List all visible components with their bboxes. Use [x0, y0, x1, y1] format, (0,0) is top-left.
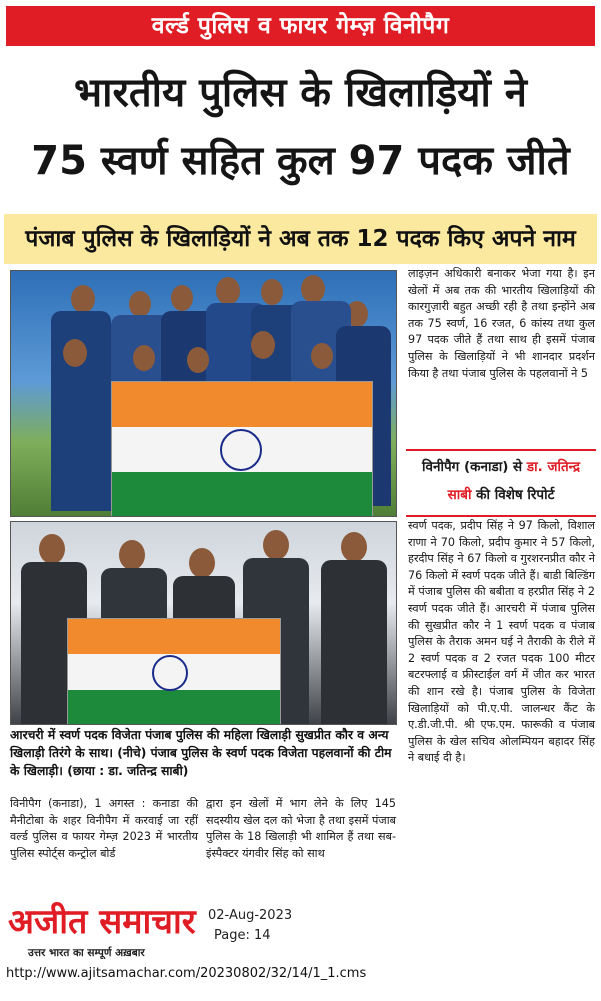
archery-team-photo: [10, 270, 397, 517]
indian-flag: [67, 618, 281, 725]
reporter-surname: साबी: [447, 487, 472, 503]
headline-line-1: भारतीय पुलिस के खिलाड़ियों ने: [74, 70, 527, 116]
newspaper-tagline: उत्तर भारत का सम्पूर्ण अख़बार: [28, 947, 145, 959]
source-url[interactable]: http://www.ajitsamachar.com/20230802/32/14/1_1.cms: [6, 966, 367, 981]
indian-flag: [111, 381, 373, 517]
newspaper-logo: अजीत समाचार: [8, 902, 196, 942]
ashoka-chakra-icon: [220, 429, 262, 471]
section-banner: वर्ल्ड पुलिस व फायर गेम्ज़ विनीपैग: [6, 6, 595, 46]
special-report-line-2: [406, 482, 596, 508]
article-column-3-bottom: स्वर्ण पदक, प्रदीप सिंह ने 97 किलो, विशाल राणा ने 70 किलो, प्रदीप कुमार ने 57 किलो, हरदीप सिंह ने 67 किलो व गुरशरनप्रीत कौर ने 76 किलो में स्वर्ण पदक जीते हैं। बाडी बिल्डिंग में पंजाब पुलिस की बबीता व हरप्रीत सिंह ने 2 स्वर्ण पदक जीते हैं। आरचरी में पंजाब पुलिस की सुखप्रीत कौर ने 1 स्वर्ण पदक व पंजाब पुलिस के तैराक अमन घई ने तैराकी के रीले में 2 स्वर्ण पदक व 2 रजत पदक 100 मीटर बटरफ्लाई व फ्रीस्टाईल वर्ग में जीत कर भारत की शान रखे है। पंजाब पुलिस के विजेता खिलाड़ियों को पी.ए.पी. जालन्धर कैंट के ए.डी.जी.पी. श्री एफ.एम. फारूकी व पंजाब पुलिस के खेल सचिव ओलम्पियन बहादर सिंह ने बधाई दी है।: [408, 519, 595, 765]
publication-date: 02-Aug-2023: [208, 908, 293, 923]
article-column-3-top: लाइज़न अधिकारी बनाकर भेजा गया है। इन खेलों में अब तक की भारतीय खिलाड़ियों की कारगुज़ारी बहुत अच्छी रही है तथा इन्होंने अब तक 75 स्वर्ण, 16 रजत, 6 कांस्य तथा कुल 97 पदक जीते हैं तथा साथ ही इसमें पंजाब पुलिस के खिलाड़ियों ने भी शानदार प्रदर्शन किया है तथा पंजाब पुलिस के पहलवानों ने 5: [408, 267, 595, 380]
special-report-line-1: [406, 454, 596, 480]
reporter-name: डा. जतिन्द्र: [526, 459, 580, 475]
report-label: की विशेष रिपोर्ट: [471, 487, 555, 503]
headline-line-2: 75 स्वर्ण सहित कुल 97 पदक जीते: [31, 138, 570, 184]
page-number: Page: 14: [214, 928, 271, 943]
report-origin: विनीपैग (कनाडा) से: [421, 459, 527, 475]
subheadline: पंजाब पुलिस के खिलाड़ियों ने अब तक 12 पदक किए अपने नाम: [25, 226, 576, 252]
ashoka-chakra-icon: [152, 655, 188, 691]
wrestlers-team-photo: [10, 521, 397, 725]
photo-caption: आरचरी में स्वर्ण पदक विजेता पंजाब पुलिस की महिला खिलाड़ी सुखप्रीत कौर व अन्य खिलाड़ी तिरंगे के साथ। (नीचे) पंजाब पुलिस के स्वर्ण पदक विजेता पहलवानों की टीम के खिलाड़ी। (छाया : डा. जतिन्द्र साबी): [10, 728, 392, 778]
article-column-2: द्वारा इन खेलों में भाग लेने के लिए 145 सदस्यीय खेल दल को भेजा है तथा इसमें पंजाब पुलिस के 18 खिलाड़ी भी शामिल हैं तथा सब-इंस्पैक्टर यंगवीर सिंह को साथ: [206, 797, 396, 860]
article-column-1: विनीपैग (कनाडा), 1 अगस्त : कनाडा की मैनीटोबा के शहर विनीपैग में करवाई जा रहीं वर्ल्ड पुलिस व फायर गेम्ज़ 2023 में भारतीय पुलिस स्पोर्ट्स कन्ट्रोल बोर्ड: [10, 797, 198, 860]
